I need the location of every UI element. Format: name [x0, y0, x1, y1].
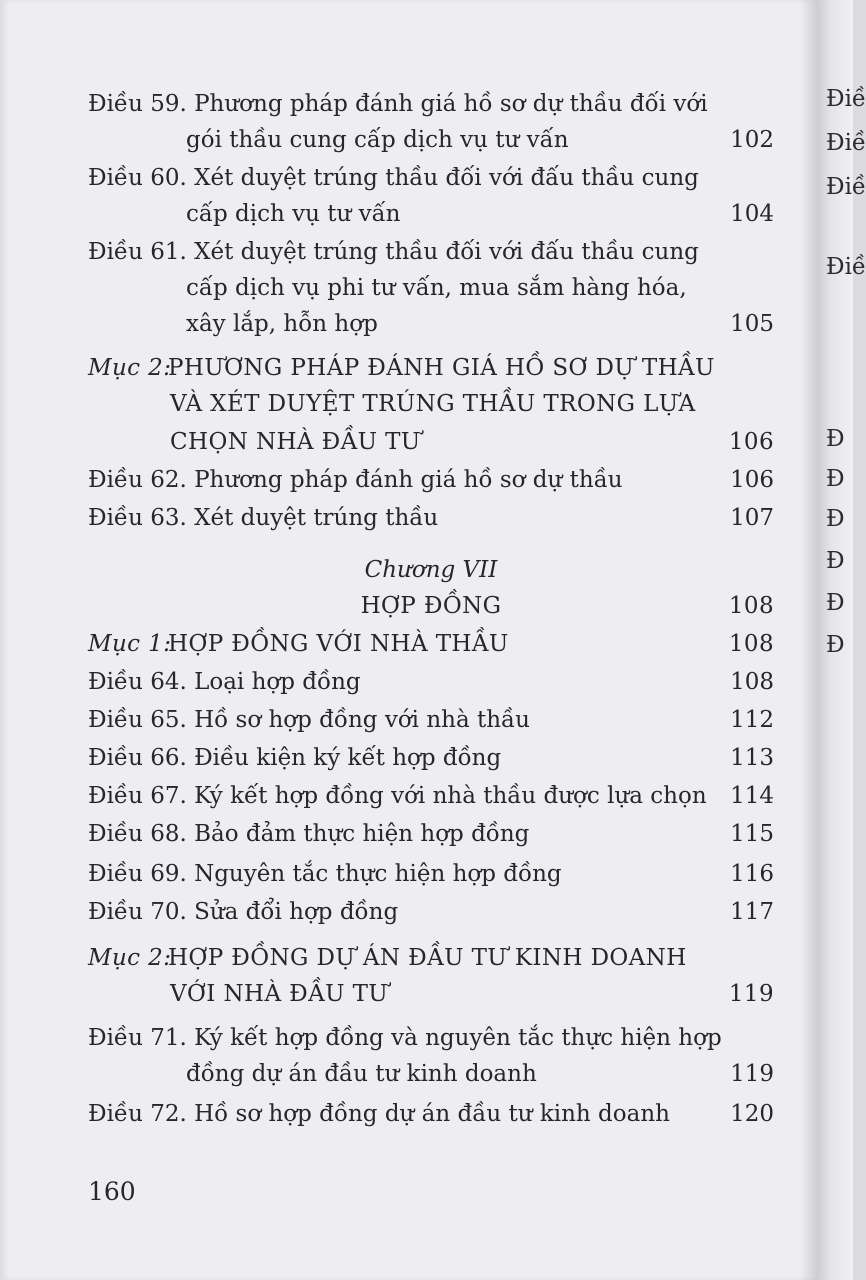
toc-entry-71: [88, 1020, 774, 1056]
toc-entry-68: [88, 816, 774, 852]
adjacent-page-text: Điề: [826, 174, 866, 200]
toc-page-number: 106: [728, 429, 774, 455]
toc-entry-text: Điều 66. Điều kiện ký kết hợp đồng: [88, 745, 502, 771]
toc-page-number: 106: [730, 467, 774, 493]
section-title: HỢP ĐỒNG DỰ ÁN ĐẦU TƯ KINH DOANH: [168, 945, 687, 971]
toc-entry-text: Điều 67. Ký kết hợp đồng với nhà thầu được lựa chọn: [88, 783, 707, 809]
chapter-label: Chương VII: [364, 557, 498, 583]
toc-entry-text: Điều 59. Phương pháp đánh giá hồ sơ dự thầu đối với: [88, 91, 708, 117]
toc-page-number: 108: [728, 593, 774, 619]
toc-entry-text: Điều 69. Nguyên tắc thực hiện hợp đồng: [88, 861, 562, 887]
adjacent-page-text: Điề: [826, 130, 866, 156]
toc-page-number: 107: [730, 505, 774, 531]
toc-entry-text: gói thầu cung cấp dịch vụ tư vấn: [186, 127, 569, 153]
toc-entry-60-cont: [88, 196, 774, 232]
toc-entry-66: [88, 740, 774, 776]
toc-page-number: 105: [730, 311, 774, 337]
adjacent-page-text: Đ: [826, 506, 845, 532]
toc-entry-text: cấp dịch vụ tư vấn: [186, 201, 401, 227]
toc-page-number: 120: [730, 1101, 774, 1127]
section-title: VỚI NHÀ ĐẦU TƯ: [170, 981, 389, 1007]
chapter-title-row: [88, 588, 774, 624]
toc-entry-text: xây lắp, hỗn hợp: [186, 311, 378, 337]
adjacent-page-text: Đ: [826, 590, 845, 616]
toc-page-number: 115: [730, 821, 774, 847]
page-number: 160: [88, 1177, 136, 1206]
toc-entry-59-cont: [88, 122, 774, 158]
toc-page-number: 108: [730, 669, 774, 695]
toc-page-number: 119: [728, 981, 774, 1007]
page-edge-shadow: [800, 0, 818, 1280]
toc-entry-text: Điều 60. Xét duyệt trúng thầu đối với đấu thầu cung: [88, 165, 699, 191]
toc-entry-text: Điều 72. Hồ sơ hợp đồng dự án đầu tư kinh doanh: [88, 1101, 670, 1127]
section-label: Mục 2:: [88, 945, 172, 971]
toc-entry-70: [88, 894, 774, 930]
section-title: HỢP ĐỒNG VỚI NHÀ THẦU: [168, 631, 509, 657]
toc-entry-text: Điều 65. Hồ sơ hợp đồng với nhà thầu: [88, 707, 530, 733]
toc-entry-63: [88, 500, 774, 536]
toc-page-number: 116: [730, 861, 774, 887]
adjacent-page-text: Đ: [826, 632, 845, 658]
adjacent-page-text: Điề: [826, 86, 866, 112]
toc-entry-text: cấp dịch vụ phi tư vấn, mua sắm hàng hóa,: [186, 275, 687, 301]
toc-entry-text: Điều 70. Sửa đổi hợp đồng: [88, 899, 399, 925]
toc-section-muc1: [88, 626, 774, 662]
toc-page-number: 119: [730, 1061, 774, 1087]
toc-page-number: 114: [730, 783, 774, 809]
toc-page-number: 113: [730, 745, 774, 771]
section-title: VÀ XÉT DUYỆT TRÚNG THẦU TRONG LỰA: [170, 391, 696, 417]
toc-entry-text: đồng dự án đầu tư kinh doanh: [186, 1061, 537, 1087]
toc-entry-text: Điều 71. Ký kết hợp đồng và nguyên tắc thực hiện hợp: [88, 1025, 722, 1051]
toc-entry-61-cont2: [88, 306, 774, 342]
toc-page-number: 102: [730, 127, 774, 153]
toc-entry-59: [88, 86, 774, 122]
toc-entry-64: [88, 664, 774, 700]
toc-entry-67: [88, 778, 774, 814]
toc-section-muc2-b-line2: [88, 976, 774, 1012]
adjacent-page-text: Đ: [826, 466, 845, 492]
adjacent-page-text: Điề: [826, 254, 866, 280]
toc-page-number: 112: [730, 707, 774, 733]
toc-entry-text: Điều 61. Xét duyệt trúng thầu đối với đấu thầu cung: [88, 239, 699, 265]
toc-page-number: 108: [728, 631, 774, 657]
toc-entry-text: Điều 64. Loại hợp đồng: [88, 669, 361, 695]
toc-entry-72: [88, 1096, 774, 1132]
section-label: Mục 1:: [88, 631, 172, 657]
adjacent-page-edge: [818, 0, 866, 1280]
toc-entry-text: Điều 68. Bảo đảm thực hiện hợp đồng: [88, 821, 530, 847]
toc-entry-65: [88, 702, 774, 738]
toc-entry-text: Điều 62. Phương pháp đánh giá hồ sơ dự thầu: [88, 467, 623, 493]
chapter-title: HỢP ĐỒNG: [360, 593, 502, 619]
toc-entry-71-cont: [88, 1056, 774, 1092]
toc-section-muc2-b: [88, 940, 774, 976]
adjacent-page-text: Đ: [826, 548, 845, 574]
toc-section-muc2-a-line3: [88, 424, 774, 460]
toc-page-number: 117: [730, 899, 774, 925]
toc-page-number: 104: [730, 201, 774, 227]
toc-entry-text: Điều 63. Xét duyệt trúng thầu: [88, 505, 439, 531]
toc-entry-69: [88, 856, 774, 892]
toc-entry-61: [88, 234, 774, 270]
toc-entry-60: [88, 160, 774, 196]
section-title: CHỌN NHÀ ĐẦU TƯ: [170, 429, 421, 455]
toc-section-muc2-a-line2: [88, 386, 774, 422]
section-title: PHƯƠNG PHÁP ĐÁNH GIÁ HỒ SƠ DỰ THẦU: [168, 355, 715, 381]
section-label: Mục 2:: [88, 355, 172, 381]
adjacent-page-text: Đ: [826, 426, 845, 452]
toc-entry-62: [88, 462, 774, 498]
toc-entry-61-cont: [88, 270, 774, 306]
toc-section-muc2-a: [88, 350, 774, 386]
